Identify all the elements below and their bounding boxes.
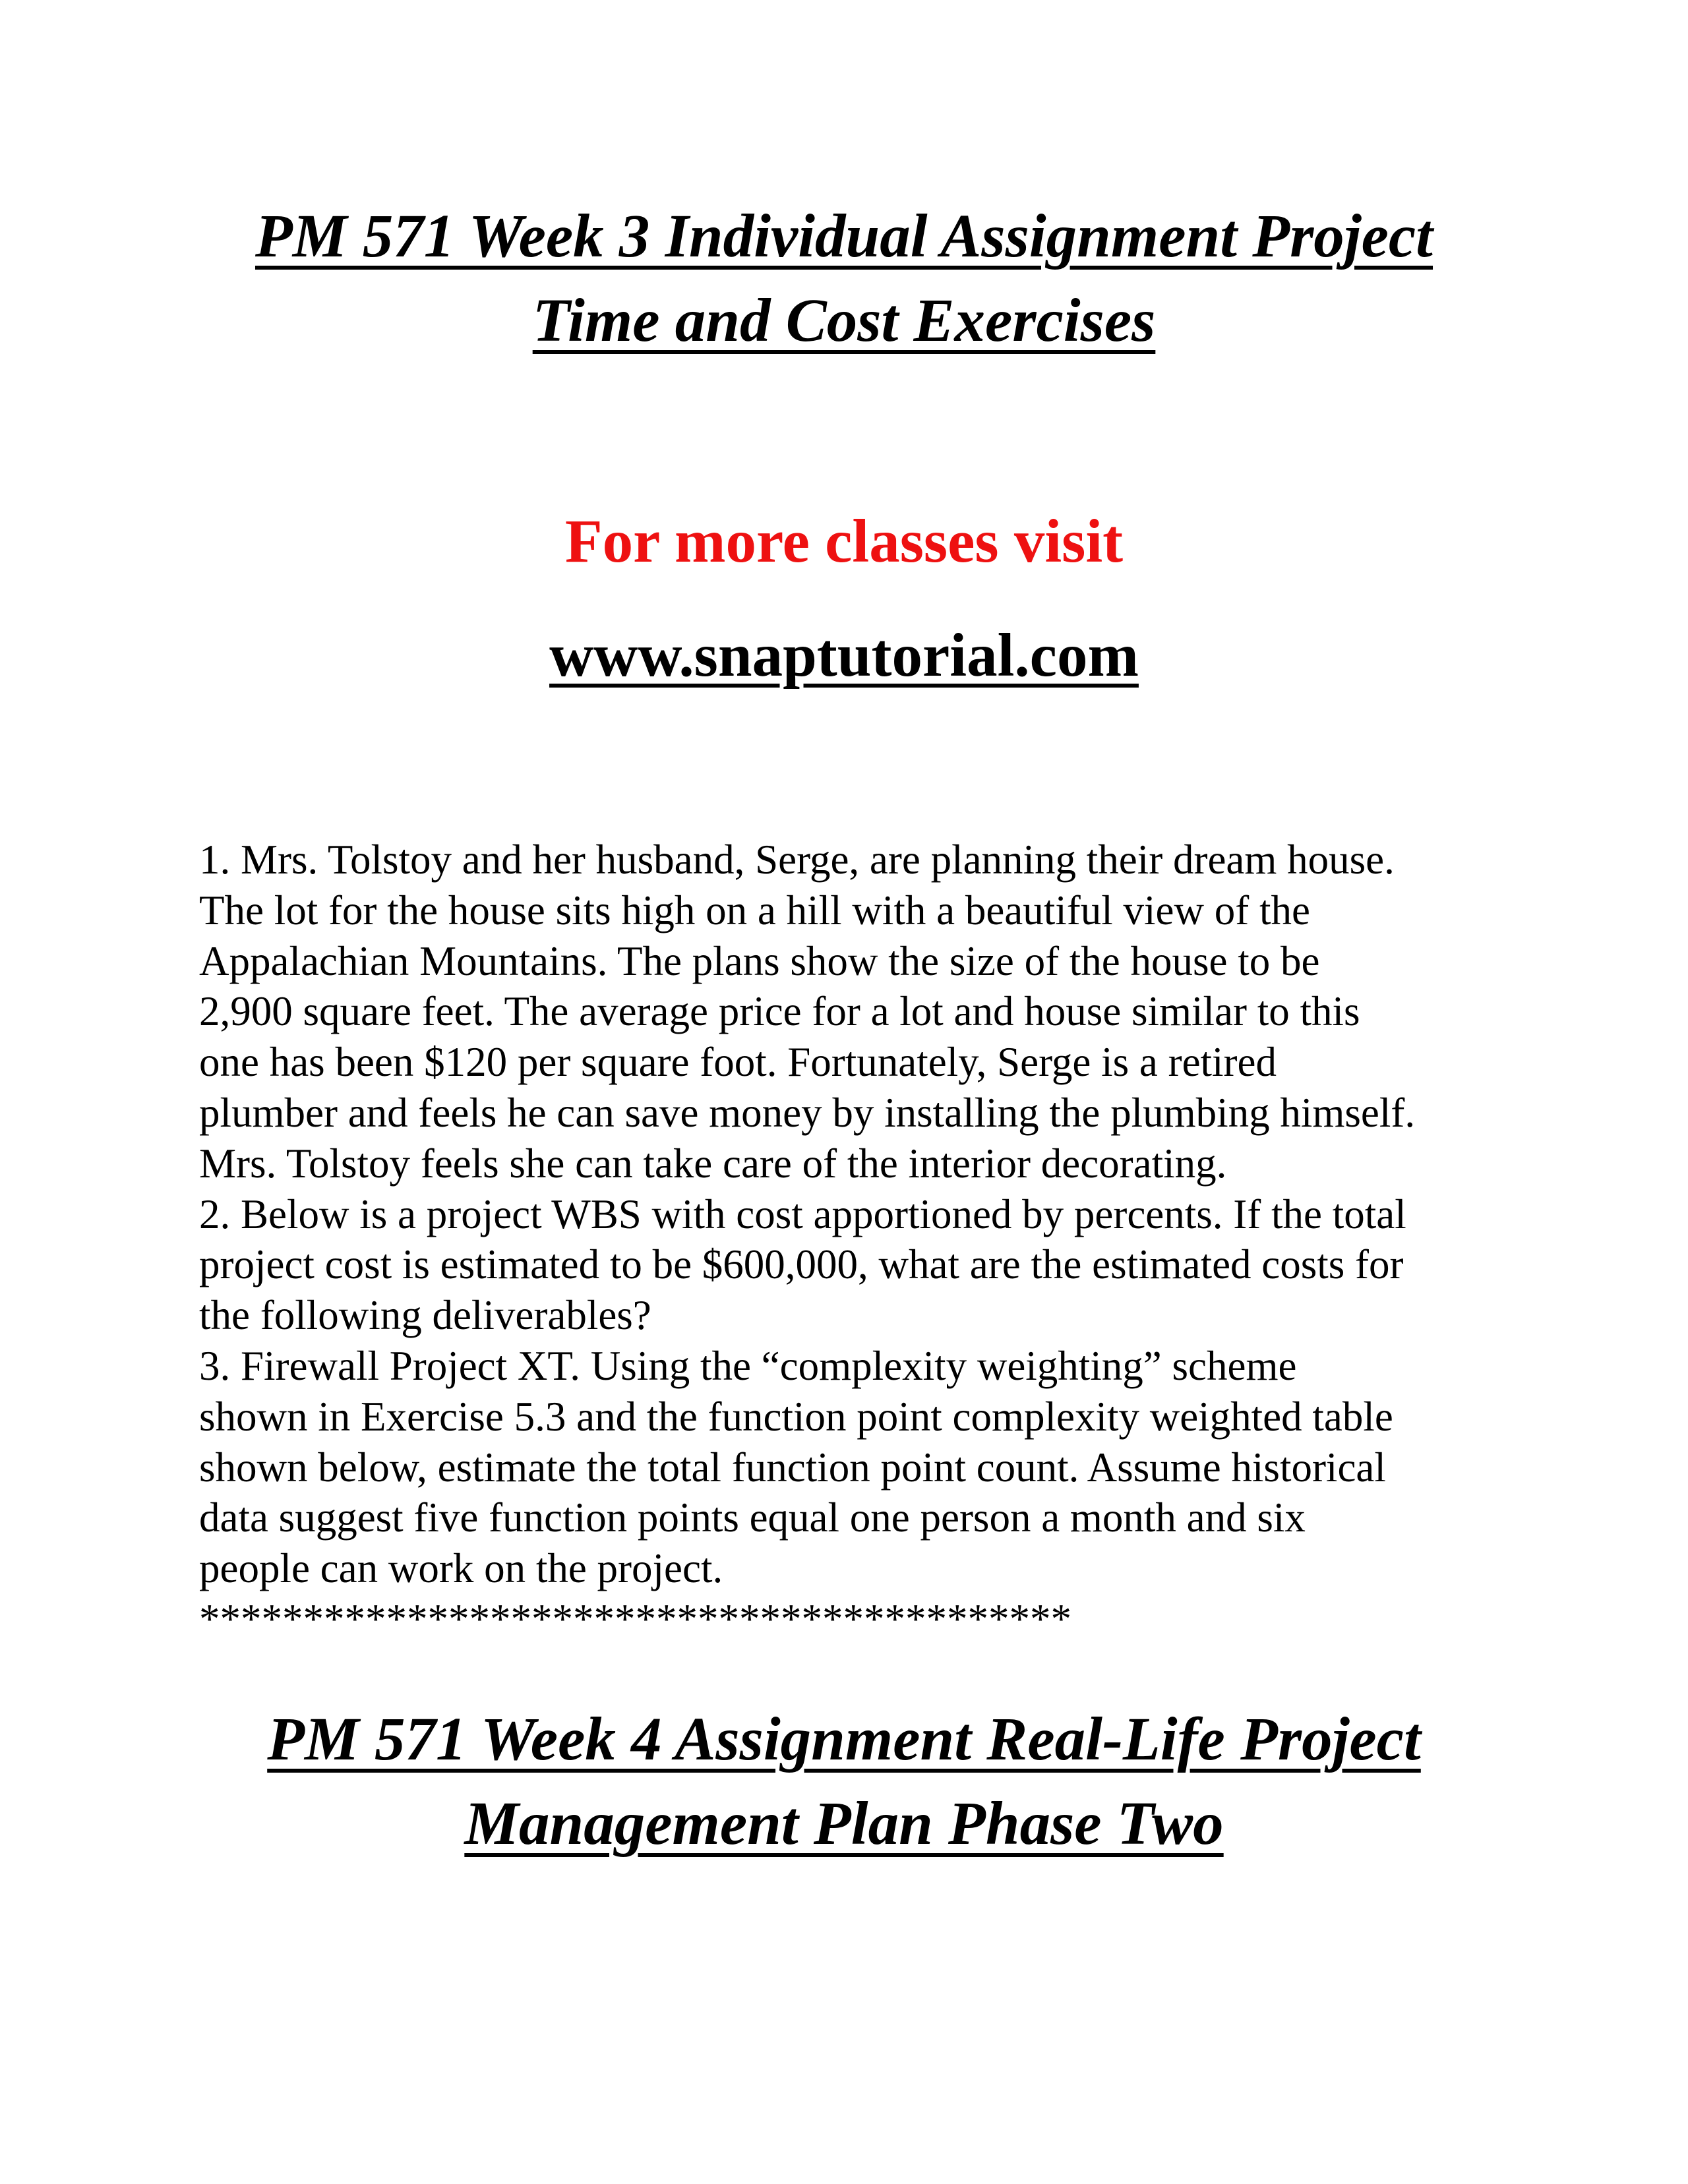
assignment-description [199,835,1551,1645]
body-line: 3. Firewall Project XT. Using the “complexity weighting” scheme [199,1342,1297,1389]
body-line: Appalachian Mountains. The plans show the size of the house to be [199,937,1320,984]
promo-text: For more classes visit [564,508,1124,576]
promo-url-link[interactable] [0,616,1688,695]
body-line: Mrs. Tolstoy feels she can take care of the interior decorating. [199,1140,1227,1187]
body-line: 2. Below is a project WBS with cost apportioned by percents. If the total [199,1191,1406,1237]
body-line: data suggest five function points equal one person a month and six [199,1494,1306,1541]
body-line: one has been $120 per square foot. Fortunately, Serge is a retired [199,1039,1277,1086]
title-line: PM 571 Week 3 Individual Assignment Project [255,202,1433,270]
title-line: Time and Cost Exercises [532,287,1156,355]
body-line: 1. Mrs. Tolstoy and her husband, Serge, are planning their dream house. [199,837,1395,883]
title-line: PM 571 Week 4 Assignment Real-Life Project [267,1705,1421,1773]
body-line: the following deliverables? [199,1292,651,1339]
body-line: 2,900 square feet. The average price for a lot and house similar to this [199,988,1360,1035]
body-line: shown below, estimate the total function point count. Assume historical [199,1444,1386,1490]
body-line: people can work on the project. [199,1545,723,1592]
assignment-title-week-4 [0,1697,1688,1866]
separator-line: ****************************************** [199,1595,1071,1642]
body-line: plumber and feels he can save money by installing the plumbing himself. [199,1089,1416,1136]
body-line: project cost is estimated to be $600,000, what are the estimated costs for [199,1241,1404,1288]
assignment-title-week-3 [0,194,1688,363]
title-line: Management Plan Phase Two [464,1790,1224,1858]
body-line: The lot for the house sits high on a hill with a beautiful view of the [199,887,1310,933]
body-line: shown in Exercise 5.3 and the function point complexity weighted table [199,1393,1393,1440]
promo-url-text: www.snaptutorial.com [549,622,1139,690]
